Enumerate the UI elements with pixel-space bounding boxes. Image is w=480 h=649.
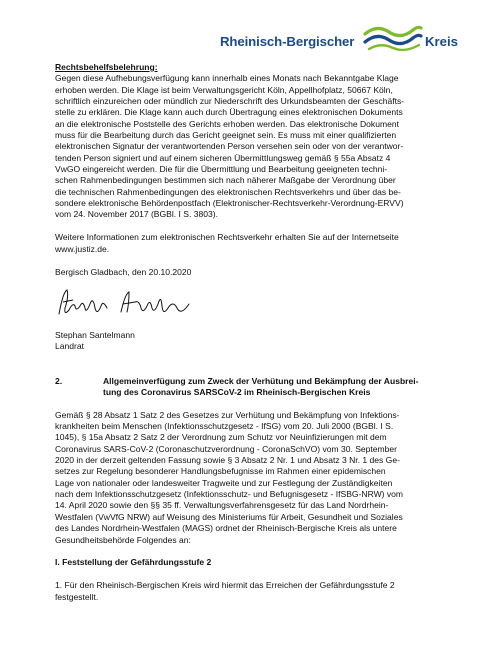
rechtsbehelf-text xyxy=(55,73,435,220)
text-line: nach dem Infektionsschutzgesetz (Infektionsschutz- und Befugnisgesetz - IfSBG-NRW) vom xyxy=(55,489,404,500)
rechtsbehelf-heading: Rechtsbehelfsbelehrung: xyxy=(55,62,158,72)
text-line: Westfalen (VwVfG NRW) auf Weisung des Ministeriums für Arbeit, Gesundheit und Soziales xyxy=(55,511,403,522)
part-1-heading: I. Feststellung der Gefährdungsstufe 2 xyxy=(55,557,212,568)
text-line: Lage von nationaler oder landesweiter Tragweite und zur Festlegung der Zuständigkeiten xyxy=(55,477,393,488)
section-2-body xyxy=(55,410,435,546)
text-line: Gegen diese Aufhebungsverfügung kann innerhalb eines Monats nach Bekanntgabe Klage xyxy=(55,73,399,84)
text-line: schen Rahmenbedingungen bestimmen sich nach näherer Maßgabe der Verordnung über xyxy=(55,175,396,186)
section-2-heading xyxy=(55,376,435,399)
text-line: 1. Für den Rheinisch-Bergischen Kreis wird hiermit das Erreichen der Gefährdungsstufe 2 xyxy=(55,580,395,591)
logo-kreis: Kreis xyxy=(425,34,458,49)
signature-area xyxy=(55,278,435,330)
section-title-line: tung des Coronavirus SARSCoV-2 im Rheinisch-Bergischen Kreis xyxy=(103,386,371,397)
district-logo xyxy=(220,22,458,56)
logo-wave-icon xyxy=(363,22,423,54)
text-line: muss für die Bearbeitung durch das Gericht geeignet sein. Es muss mit einer qualifizierten xyxy=(55,130,397,141)
part-1-body xyxy=(55,580,435,603)
text-line: Gesundheitsbehörde Folgendes an: xyxy=(55,534,191,545)
text-line: Coronavirus SARS-CoV-2 (Coronaschutzverordnung - CoronaSchVO) vom 30. September xyxy=(55,443,398,454)
text-line: stelle zu erklären. Die Klage kann auch durch Übertragung eines elektronischen Dokuments xyxy=(55,107,403,118)
place-date: Bergisch Gladbach, den 20.10.2020 xyxy=(55,266,192,277)
info-text xyxy=(55,232,435,255)
text-line: www.justiz.de. xyxy=(55,243,110,254)
text-line: sondere elektronische Behördenpostfach (Elektronischer-Rechtsverkehr-Verordnung-ERVV) xyxy=(55,198,404,209)
text-line: krankheiten beim Menschen (Infektionsschutzgesetz - IfSG) vom 20. Juli 2000 (BGBl. I S. xyxy=(55,421,394,432)
text-line: Gemäß § 28 Absatz 1 Satz 2 des Gesetzes zur Verhütung und Bekämpfung von Infektions- xyxy=(55,409,400,420)
section-number: 2. xyxy=(55,375,63,386)
text-line: 2020 in der derzeit geltenden Fassung sowie § 3 Absatz 2 Nr. 1 und Absatz 3 Nr. 1 des Ge- xyxy=(55,455,400,466)
handwritten-signature xyxy=(55,286,205,326)
document-body xyxy=(55,62,435,603)
text-line: vom 24. November 2017 (BGBl. I S. 3803). xyxy=(55,209,218,220)
text-line: erhoben werden. Die Klage ist beim Verwaltungsgericht Köln, Appellhofplatz, 50667 Köln, xyxy=(55,84,393,95)
section-title-line: Allgemeinverfügung zum Zweck der Verhütung und Bekämpfung der Ausbrei- xyxy=(103,375,419,386)
text-line: 1045), § 15a Absatz 2 Satz 2 der Verordnung zum Schutz vor Neuinfizierungen mit dem xyxy=(55,432,387,443)
logo-text: Rheinisch-Bergischer xyxy=(220,34,355,49)
text-line: 14. April 2020 sowie den §§ 35 ff. Verwaltungsverfahrensgesetz für das Land Nordrhein- xyxy=(55,500,389,511)
text-line: des Landes Nordrhein-Westfalen (MAGS) ordnet der Rheinisch-Bergische Kreis als untere xyxy=(55,523,397,534)
text-line: die technischen Rahmenbedingungen des elektronischen Rechtsverkehrs und über das be- xyxy=(55,186,401,197)
signer-title: Landrat xyxy=(55,341,84,352)
text-line: an die elektronische Poststelle des Gerichts erhoben werden. Das elektronische Dokument xyxy=(55,118,399,129)
signer-name: Stephan Santelmann xyxy=(55,329,135,340)
text-line: VwGO eingereicht werden. Die für die Übermittlung und Bearbeitung geeigneten techni- xyxy=(55,164,388,175)
text-line: tenden Person signiert und auf einem sicheren Übermittlungsweg gemäß § 55a Absatz 4 xyxy=(55,152,391,163)
text-line: Weitere Informationen zum elektronischen Rechtsverkehr erhalten Sie auf der Internetseite xyxy=(55,232,399,243)
text-line: festgestellt. xyxy=(55,591,99,602)
text-line: schriftlich einzureichen oder mündlich zur Niederschrift des Urkundsbeamten der Geschäfts- xyxy=(55,96,405,107)
text-line: setzes zur Regelung besonderer Handlungsbefugnisse im Rahmen einer epidemischen xyxy=(55,466,386,477)
text-line: elektronischen Signatur der verantwortenden Person versehen sein oder von der verantwor- xyxy=(55,141,404,152)
